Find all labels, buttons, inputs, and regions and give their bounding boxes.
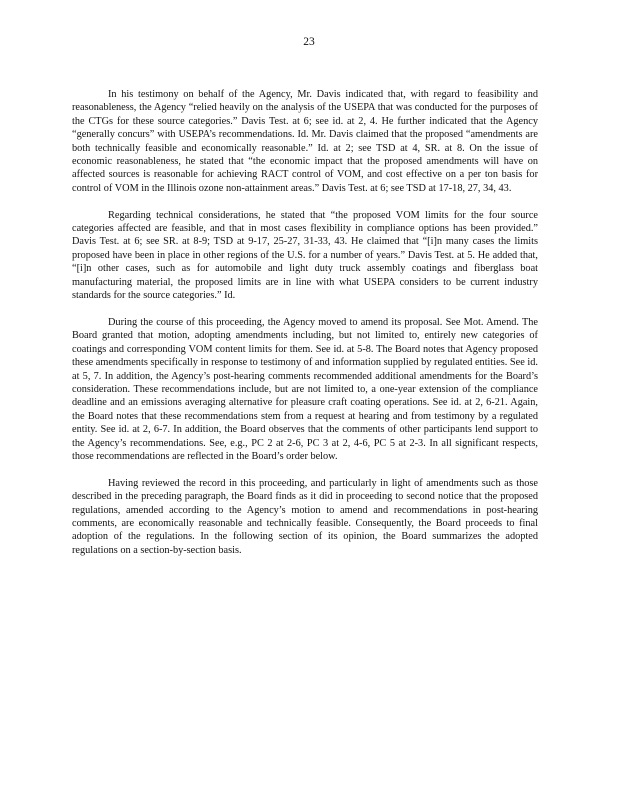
page-number: 23 xyxy=(303,36,315,48)
paragraph-board-findings: Having reviewed the record in this proceeding, and particularly in light of amendments such as those described in the preceding paragraph, the Board finds as it did in proceeding to second notice that the proposed regulations, amended according to the Agency’s motion to amend and recommendations in post-hearing comments, are economically reasonable and technically feasible. Consequently, the Board proceeds to final adoption of the regulations. In the following section of its opinion, the Board summarizes the adopted regulations on a section-by-section basis. xyxy=(72,477,538,556)
paragraph-agency-testimony: In his testimony on behalf of the Agency, Mr. Davis indicated that, with regard to feasibility and reasonableness, the Agency “relied heavily on the analysis of the USEPA that was conducted for the purposes of the CTGs for these source categories.” Davis Test. at 6; see id. at 2, 4. He further indicated that the Agency “generally concurs” with USEPA’s recommendations. Id. Mr. Davis claimed that the proposed “amendments are both technically feasible and economically reasonable.” Id. at 2; see TSD at 4, SR. at 8. On the issue of economic reasonableness, he stated that “the economic impact that the proposed amendments will have on affected sources is reasonable for achieving RACT control of VOM, and cost effective on a per ton basis for control of VOM in the Illinois ozone non-attainment areas.” Davis Test. at 6; see TSD at 17-18, 27, 34, 43. xyxy=(72,89,538,194)
paragraph-agency-amendments: During the course of this proceeding, the Agency moved to amend its proposal. See Mot. Amend. The Board granted that motion, adopting amendments including, but not limited to, entirely new categories of coatings and corresponding VOM content limits for them. See id. at 5-8. The Board notes that Agency proposed these amendments specifically in response to testimony of and information supplied by regulated entities. See id. at 5, 7. In addition, the Agency’s post-hearing comments recommended additional amendments for the Board’s consideration. These recommendations include, but are not limited to, a one-year extension of the compliance deadline and an emissions averaging alternative for pleasure craft coating operations. See id. at 2, 6-21. Again, the Board notes that these recommendations stem from a request at hearing and from testimony by a regulated entity. See id. at 2, 6-7. In addition, the Board observes that the comments of other participants lend support to the Agency’s recommendations. See, e.g., PC 2 at 2-6, PC 3 at 2, 4-6, PC 5 at 2-3. In all significant respects, those recommendations are reflected in the Board’s order below. xyxy=(72,316,538,462)
paragraph-technical-considerations: Regarding technical considerations, he stated that “the proposed VOM limits for the four source categories affected are feasible, and that in most cases flexibility in compliance options has been provided.” Davis Test. at 6; see SR. at 8-9; TSD at 9-17, 25-27, 31-33, 43. He claimed that “[i]n many cases the limits proposed have been in place in other regions of the U.S. for a number of years.” Davis Test. at 5. He added that, “[i]n other cases, such as for automobile and light duty truck assembly coatings and fiberglass boat manufacturing material, the proposed limits are in line with what USEPA considers to be current industry standards for the source categories.” Id. xyxy=(72,209,538,302)
document-body xyxy=(72,88,538,571)
